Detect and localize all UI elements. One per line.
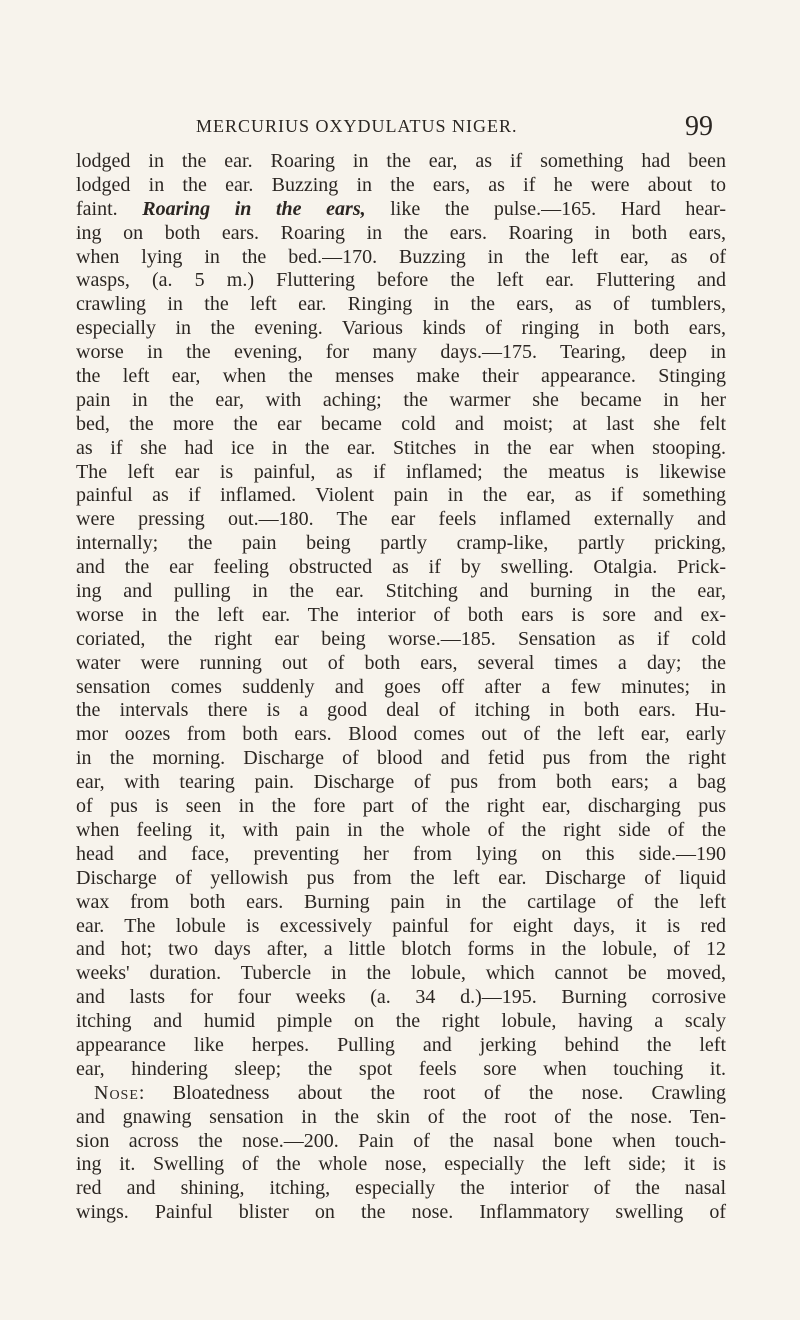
text-line-19: ing and pulling in the ear. Stitching and burning in the ear,: [76, 580, 726, 603]
text-line-31: Discharge of yellowish pus from the left ear. Discharge of liquid: [76, 866, 726, 889]
text-line-43: ing it. Swelling of the whole nose, especially the left side; it is: [76, 1153, 726, 1176]
text-line-28: of pus is seen in the fore part of the right ear, discharging pus: [76, 795, 726, 818]
page-header: [0, 111, 800, 146]
text-line-5: when lying in the bed.—170. Buzzing in the left ear, as of: [76, 245, 726, 268]
text-line-15: painful as if inflamed. Violent pain in the ear, as if something: [76, 484, 726, 507]
text-line-7: crawling in the left ear. Ringing in the ears, as of tumblers,: [76, 293, 726, 316]
text-line-35: weeks' duration. Tubercle in the lobule, which cannot be moved,: [76, 962, 726, 985]
text-line-25: mor oozes from both ears. Blood comes out of the left ear, early: [76, 723, 726, 746]
text-line-29: when feeling it, with pain in the whole of the right side of the: [76, 818, 726, 841]
text-line-17: internally; the pain being partly cramp-like, partly pricking,: [76, 532, 726, 555]
section-heading-nose: Nose: [94, 1081, 139, 1104]
text-line-24: the intervals there is a good deal of itching in both ears. Hu-: [76, 699, 726, 722]
text-line-11: pain in the ear, with aching; the warmer she became in her: [76, 388, 726, 411]
text-line-33: ear. The lobule is excessively painful for eight days, it is red: [76, 914, 726, 937]
text-line-1: lodged in the ear. Roaring in the ear, as if something had been: [76, 150, 726, 172]
text-line-13: as if she had ice in the ear. Stitches in the ear when stooping.: [76, 436, 726, 459]
text-line-32: wax from both ears. Burning pain in the cartilage of the left: [76, 890, 726, 913]
text-line-34: and hot; two days after, a little blotch forms in the lobule, of 12: [76, 938, 726, 961]
text-line-37: itching and humid pimple on the right lobule, having a scaly: [76, 1010, 726, 1033]
text-line-14: The left ear is painful, as if inflamed; the meatus is likewise: [76, 460, 726, 483]
text-line-4: ing on both ears. Roaring in the ears. Roaring in both ears,: [76, 221, 726, 244]
text-line-27: ear, with tearing pain. Discharge of pus from both ears; a bag: [76, 771, 726, 794]
running-title: MERCURIUS OXYDULATUS NIGER.: [196, 116, 518, 136]
italic-heading-roaring-in-the-ears: Roaring in the ears,: [142, 197, 366, 220]
text-line-12: bed, the more the ear became cold and moist; at last she felt: [76, 412, 726, 435]
text-line-3-start: faint.: [76, 197, 143, 220]
text-line-41: and gnawing sensation in the skin of the root of the nose. Ten-: [76, 1105, 726, 1128]
text-line-30: head and face, preventing her from lying on this side.—190: [76, 842, 726, 865]
text-line-16: were pressing out.—180. The ear feels inflamed externally and: [76, 508, 726, 531]
text-line-22: water were running out of both ears, several times a day; the: [76, 651, 726, 674]
text-line-44: red and shining, itching, especially the interior of the nasal: [76, 1177, 726, 1200]
text-line-40: [76, 1082, 726, 1106]
text-line-42: sion across the nose.—200. Pain of the nasal bone when touch-: [76, 1129, 726, 1152]
text-line-6: wasps, (a. 5 m.) Fluttering before the left ear. Fluttering and: [76, 269, 726, 292]
text-line-3: [76, 198, 726, 222]
page-number: 99: [685, 111, 713, 142]
text-line-39: ear, hindering sleep; the spot feels sore when touching it.: [76, 1057, 726, 1080]
text-line-38: appearance like herpes. Pulling and jerking behind the left: [76, 1033, 726, 1056]
text-line-3-end: like the pulse.—165. Hard hear-: [365, 197, 727, 220]
text-line-8: especially in the evening. Various kinds of ringing in both ears,: [76, 317, 726, 340]
text-line-45: wings. Painful blister on the nose. Inflammatory swelling of: [76, 1201, 726, 1224]
text-line-26: in the morning. Discharge of blood and fetid pus from the right: [76, 747, 726, 770]
text-line-20: worse in the left ear. The interior of both ears is sore and ex-: [76, 603, 726, 626]
text-line-40-rest: : Bloatedness about the root of the nose. Crawling: [138, 1081, 726, 1104]
text-line-21: coriated, the right ear being worse.—185. Sensation as if cold: [76, 627, 726, 650]
text-line-2: lodged in the ear. Buzzing in the ears, as if he were about to: [76, 173, 726, 196]
body-text: [76, 150, 726, 1225]
text-line-36: and lasts for four weeks (a. 34 d.)—195. Burning corrosive: [76, 986, 726, 1009]
text-line-23: sensation comes suddenly and goes off after a few minutes; in: [76, 675, 726, 698]
text-line-18: and the ear feeling obstructed as if by swelling. Otalgia. Prick-: [76, 556, 726, 579]
text-line-9: worse in the evening, for many days.—175. Tearing, deep in: [76, 341, 726, 364]
text-line-10: the left ear, when the menses make their appearance. Stinging: [76, 365, 726, 388]
